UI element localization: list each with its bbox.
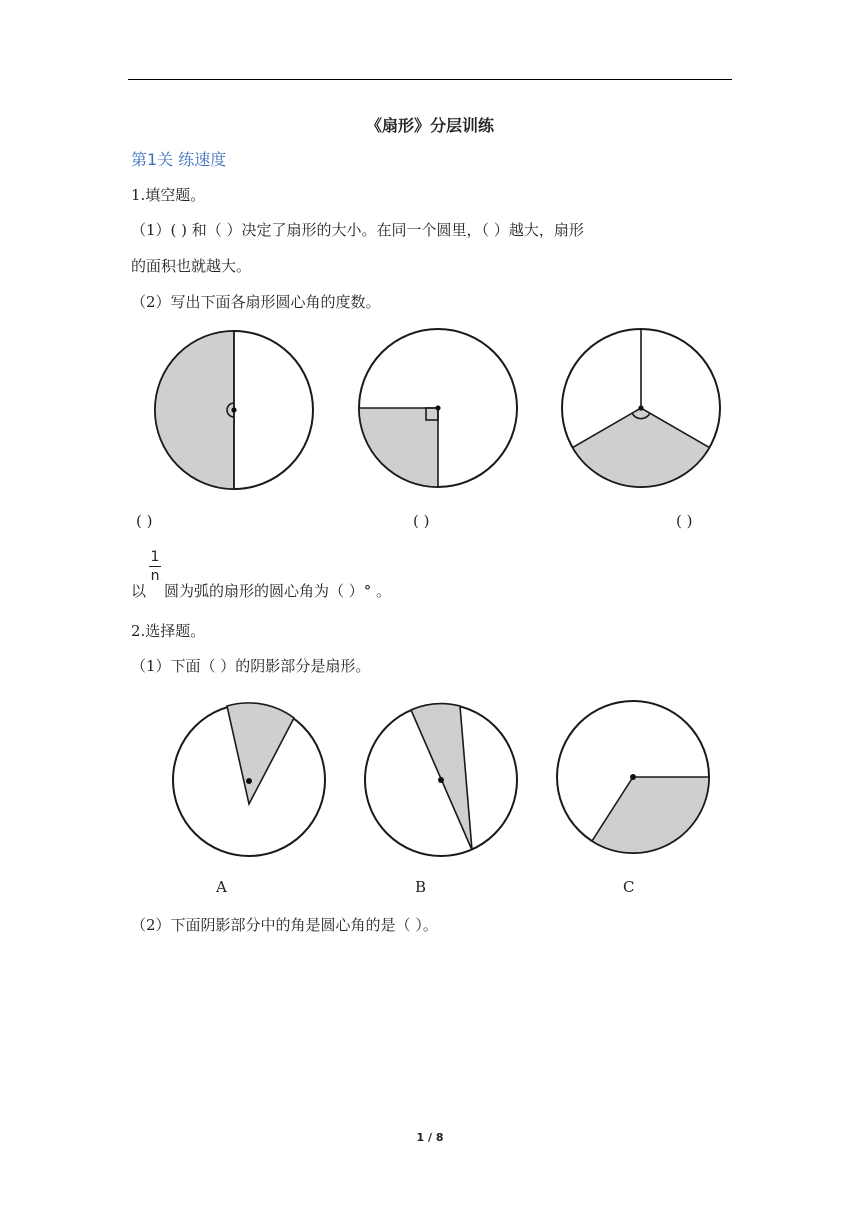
document-title: 《扇形》分层训练 <box>365 116 494 135</box>
question-1-part-1-line-2: 的面积也就越大。 <box>131 257 252 275</box>
option-b-diagram <box>362 700 524 862</box>
question-1-heading: 1.填空题。 <box>131 186 206 204</box>
question-1-part-3-prefix: 以 <box>131 582 147 600</box>
header-rule <box>128 79 732 80</box>
section-heading: 第1关 练速度 <box>131 150 227 169</box>
question-2-heading: 2.选择题。 <box>131 622 206 640</box>
fraction-bar <box>149 566 161 567</box>
sector-diagram-semicircle <box>150 327 320 493</box>
question-1-part-2: （2）写出下面各扇形圆心角的度数。 <box>131 293 381 311</box>
fraction-one-over-n <box>148 549 162 584</box>
fraction-denominator: n <box>150 568 160 584</box>
answer-blank-3[interactable]: ( ) <box>676 512 693 530</box>
question-2-part-2: （2）下面阴影部分中的角是圆心角的是（ ）。 <box>131 916 438 934</box>
sector-diagram-third <box>560 325 730 491</box>
option-b-label[interactable]: B <box>415 878 427 896</box>
sector-diagram-quarter <box>355 327 525 493</box>
question-2-part-1: （1）下面（ ）的阴影部分是扇形。 <box>131 657 371 675</box>
answer-blank-1[interactable]: ( ) <box>136 512 153 530</box>
page-number: 1 / 8 <box>416 1131 444 1144</box>
option-a-diagram <box>170 700 332 862</box>
question-1-part-3: 圆为弧的扇形的圆心角为（ ）° 。 <box>164 582 392 600</box>
question-1-part-1-line-1: （1）( ) 和（ ）决定了扇形的大小。在同一个圆里，（ ）越大，扇形 <box>131 221 584 239</box>
fraction-numerator: 1 <box>150 549 160 565</box>
answer-blank-2[interactable]: ( ) <box>413 512 430 530</box>
option-c-label[interactable]: C <box>623 878 635 896</box>
option-c-diagram <box>554 700 716 862</box>
option-a-label[interactable]: A <box>216 878 227 896</box>
